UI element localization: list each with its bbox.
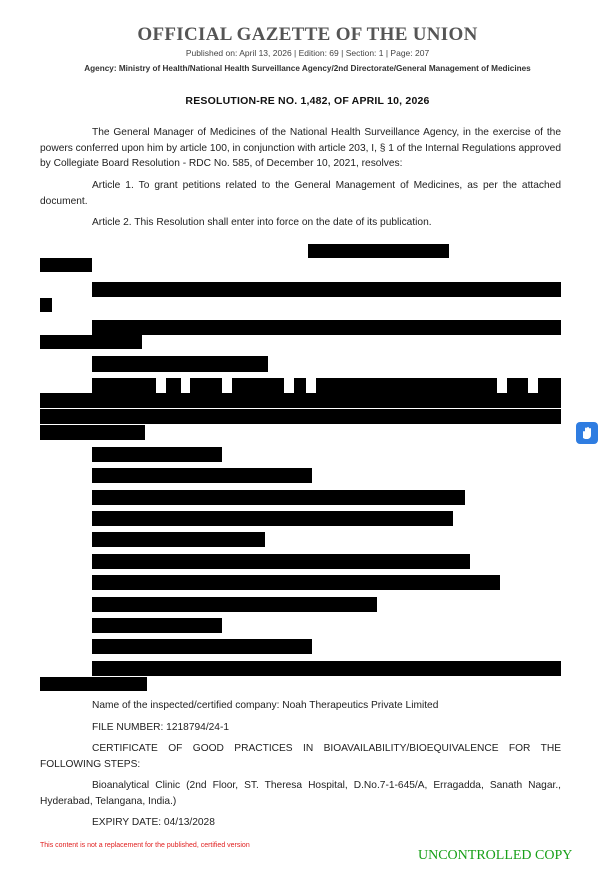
translate-widget-button[interactable]: [576, 422, 598, 444]
redaction-block: [190, 378, 222, 393]
redaction-block: [40, 335, 142, 349]
resolution-title: RESOLUTION-RE NO. 1,482, OF APRIL 10, 2026: [185, 95, 430, 107]
uncontrolled-copy-watermark: UNCONTROLLED COPY: [418, 848, 573, 863]
file-number: FILE NUMBER: 1218794/24-1: [92, 722, 230, 733]
redaction-block: [507, 378, 528, 393]
redaction-block: [316, 378, 497, 393]
preamble-paragraph: The General Manager of Medicines of the National Health Surveillance Agency, in the exercise of the powers conferred upon him by article 100, in conjunction with article 203, I, § 1 of the Internal Regulations approved by Collegiate Board Resolution - RDC No. 585, of December 10, 2021, resolves:: [40, 127, 562, 169]
redaction-block: [40, 425, 145, 440]
redaction-block: [92, 511, 453, 526]
redaction-block: [92, 356, 268, 372]
redaction-block: [92, 447, 222, 462]
gazette-title: OFFICIAL GAZETTE OF THE UNION: [137, 24, 478, 45]
redaction-block: [92, 282, 561, 297]
clinic-address: Bioanalytical Clinic (2nd Floor, ST. Theresa Hospital, D.No.7-1-645/A, Erragadda, Sanath Nagar., Hyderabad, Telangana, India.): [40, 780, 561, 807]
company-name: Name of the inspected/certified company: Noah Therapeutics Private Limited: [92, 700, 439, 711]
redaction-block: [232, 378, 284, 393]
redaction-block: [166, 378, 181, 393]
redaction-block: [92, 490, 465, 505]
redaction-block: [92, 575, 500, 590]
redaction-block: [40, 393, 561, 408]
translate-hand-icon: [579, 425, 595, 441]
expiry-date: EXPIRY DATE: 04/13/2028: [92, 817, 215, 828]
redaction-block: [92, 468, 312, 483]
publication-info: Published on: April 13, 2026 | Edition: 69 | Section: 1 | Page: 207: [185, 48, 430, 58]
redaction-block: [40, 298, 52, 312]
redaction-block: [92, 661, 561, 676]
redaction-block: [40, 677, 147, 691]
redaction-block: [92, 597, 377, 612]
redaction-block: [92, 618, 222, 633]
redaction-block: [92, 320, 561, 335]
redaction-block: [92, 554, 470, 569]
redaction-block: [538, 378, 561, 393]
disclaimer-note: This content is not a replacement for the published, certified version: [40, 842, 250, 849]
redaction-block: [92, 532, 265, 547]
certificate-heading: CERTIFICATE OF GOOD PRACTICES IN BIOAVAILABILITY/BIOEQUIVALENCE FOR THE FOLLOWING STEPS:: [40, 743, 561, 770]
redaction-block: [294, 378, 306, 393]
agency-line: Agency: Ministry of Health/National Health Surveillance Agency/2nd Directorate/General Management of Medicines: [84, 64, 531, 73]
article-2-paragraph: Article 2. This Resolution shall enter into force on the date of its publication.: [92, 217, 432, 228]
redaction-block: [40, 409, 561, 424]
redaction-block: [40, 258, 92, 272]
redaction-block: [92, 639, 312, 654]
redaction-block: [92, 378, 156, 393]
article-1-paragraph: Article 1. To grant petitions related to the General Management of Medicines, as per the attached document.: [40, 180, 561, 207]
redaction-block: [308, 244, 449, 258]
